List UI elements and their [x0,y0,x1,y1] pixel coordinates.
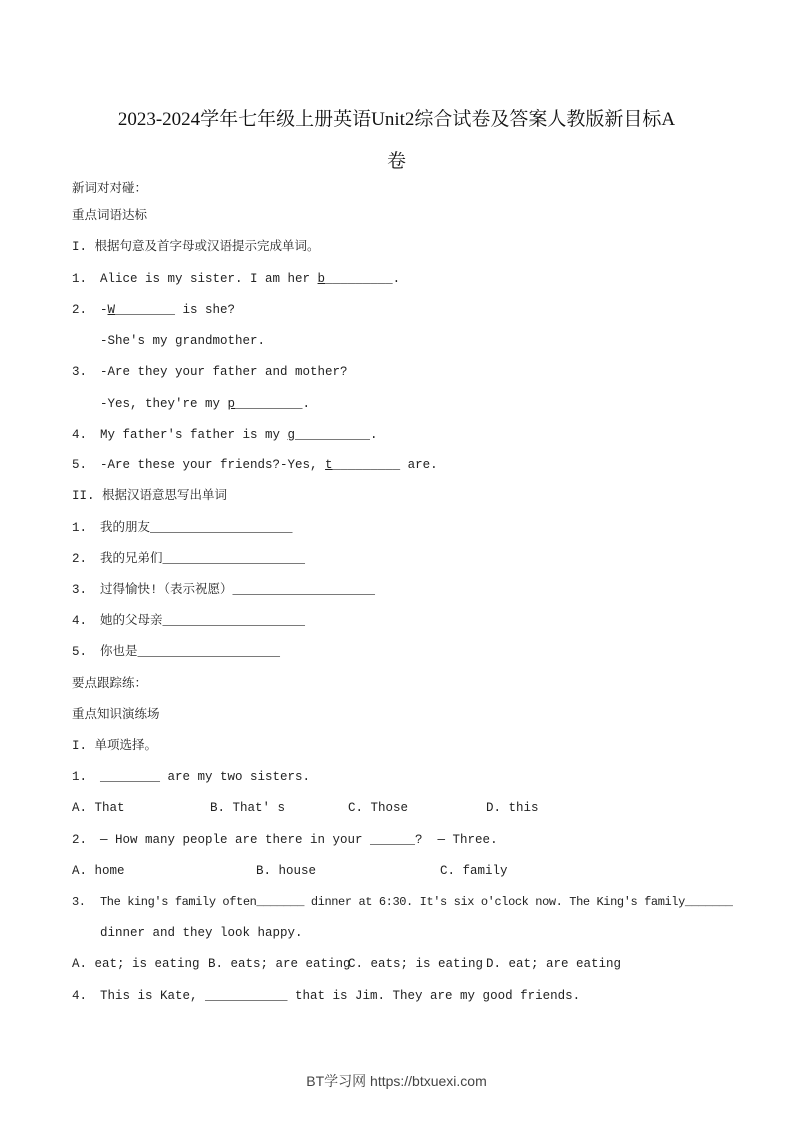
q-num: 1. [72,770,88,784]
q-text: — How many people are there in your ______? — Three. [100,833,498,847]
document-title-cont: 卷 [386,151,406,172]
footer-watermark: BT学习网 https://btxuexi.com [306,1073,487,1089]
q-num: 2. [72,303,88,317]
hint-letter: W [107,303,116,317]
q-text: My father's father is my [100,428,288,442]
q-num: 2. [72,833,88,847]
option: D. eat; are eating [486,957,622,971]
option: C. Those [348,801,409,815]
q-text: ________ are my two sisters. [100,770,311,784]
q-num: 1. [72,272,88,286]
mc-question-4 [72,988,580,1004]
hint-letter: t [325,458,333,472]
q-num: 5. [72,458,88,472]
part-heading: I. 单项选择。 [72,739,158,753]
section-subtitle: 重点知识演练场 [72,708,160,722]
option: C. family [440,864,508,878]
option: B. That' s [210,801,286,815]
q-num: 4. [72,989,88,1003]
word-item [72,520,293,536]
document-title: 2023-2024学年七年级上册英语Unit2综合试卷及答案人教版新目标A [117,109,676,130]
q-num: 4. [72,614,88,628]
question-3 [72,364,348,380]
q-text: -Yes, they're my [100,397,228,411]
question-1 [72,271,400,287]
q-text: -Are these your friends?-Yes, [100,458,326,472]
mc-options-3 [72,956,722,972]
part-heading: I. 根据句意及首字母或汉语提示完成单词。 [72,240,320,254]
hint-letter: p [227,397,236,411]
hint-letter: g [287,428,296,442]
word-item [72,582,375,598]
section-subtitle: 重点词语达标 [72,209,148,223]
q-text: -Are they your father and mother? [100,365,348,379]
question-4 [72,427,378,443]
answer-blank: _________. [325,272,401,286]
word-item [72,551,305,567]
q-text: The king's family often_______ dinner at 6:30. It's six o'clock now. The King's family_______ [100,895,733,909]
answer-blank: _________ are. [332,458,438,472]
q-num: 5. [72,645,88,659]
answer-blank: ________ is she? [115,303,236,317]
section-label: 新词对对碰： [72,182,148,196]
q-num: 3. [72,895,86,909]
word-item [72,644,280,660]
option: A. home [72,864,125,878]
q-text: 她的父母亲___________________ [100,614,306,628]
option: B. eats; are eating [208,957,351,971]
question-5 [72,457,438,473]
question-3-answer [100,396,310,412]
question-2 [72,302,235,318]
option: A. That [72,801,125,815]
question-2-answer: -She's my grandmother. [100,334,266,348]
option: A. eat; is eating [72,957,200,971]
hint-letter: b [317,272,326,286]
part-heading: II. 根据汉语意思写出单词 [72,489,228,503]
mc-options-2 [72,863,722,879]
q-text: 我的兄弟们___________________ [100,552,306,566]
mc-question-3 [72,894,733,910]
option: D. this [486,801,539,815]
q-text: 你也是___________________ [100,645,281,659]
mc-question-1 [72,769,310,785]
q-text: 过得愉快!（表示祝愿）___________________ [100,583,376,597]
q-text: - [100,303,108,317]
q-text: This is Kate, ___________ that is Jim. They are my good friends. [100,989,581,1003]
q-text: 我的朋友___________________ [100,521,293,535]
answer-blank: _________. [235,397,311,411]
option: C. eats; is eating [348,957,484,971]
answer-blank: __________. [295,428,378,442]
mc-question-2 [72,832,498,848]
section-label: 要点跟踪练： [72,677,148,691]
option: B. house [256,864,317,878]
word-item [72,613,305,629]
q-num: 4. [72,428,88,442]
q-num: 1. [72,521,88,535]
mc-question-3-cont: dinner and they look happy. [100,926,303,940]
q-num: 2. [72,552,88,566]
mc-options-1 [72,800,722,816]
q-num: 3. [72,583,88,597]
q-num: 3. [72,365,88,379]
q-text: Alice is my sister. I am her [100,272,318,286]
